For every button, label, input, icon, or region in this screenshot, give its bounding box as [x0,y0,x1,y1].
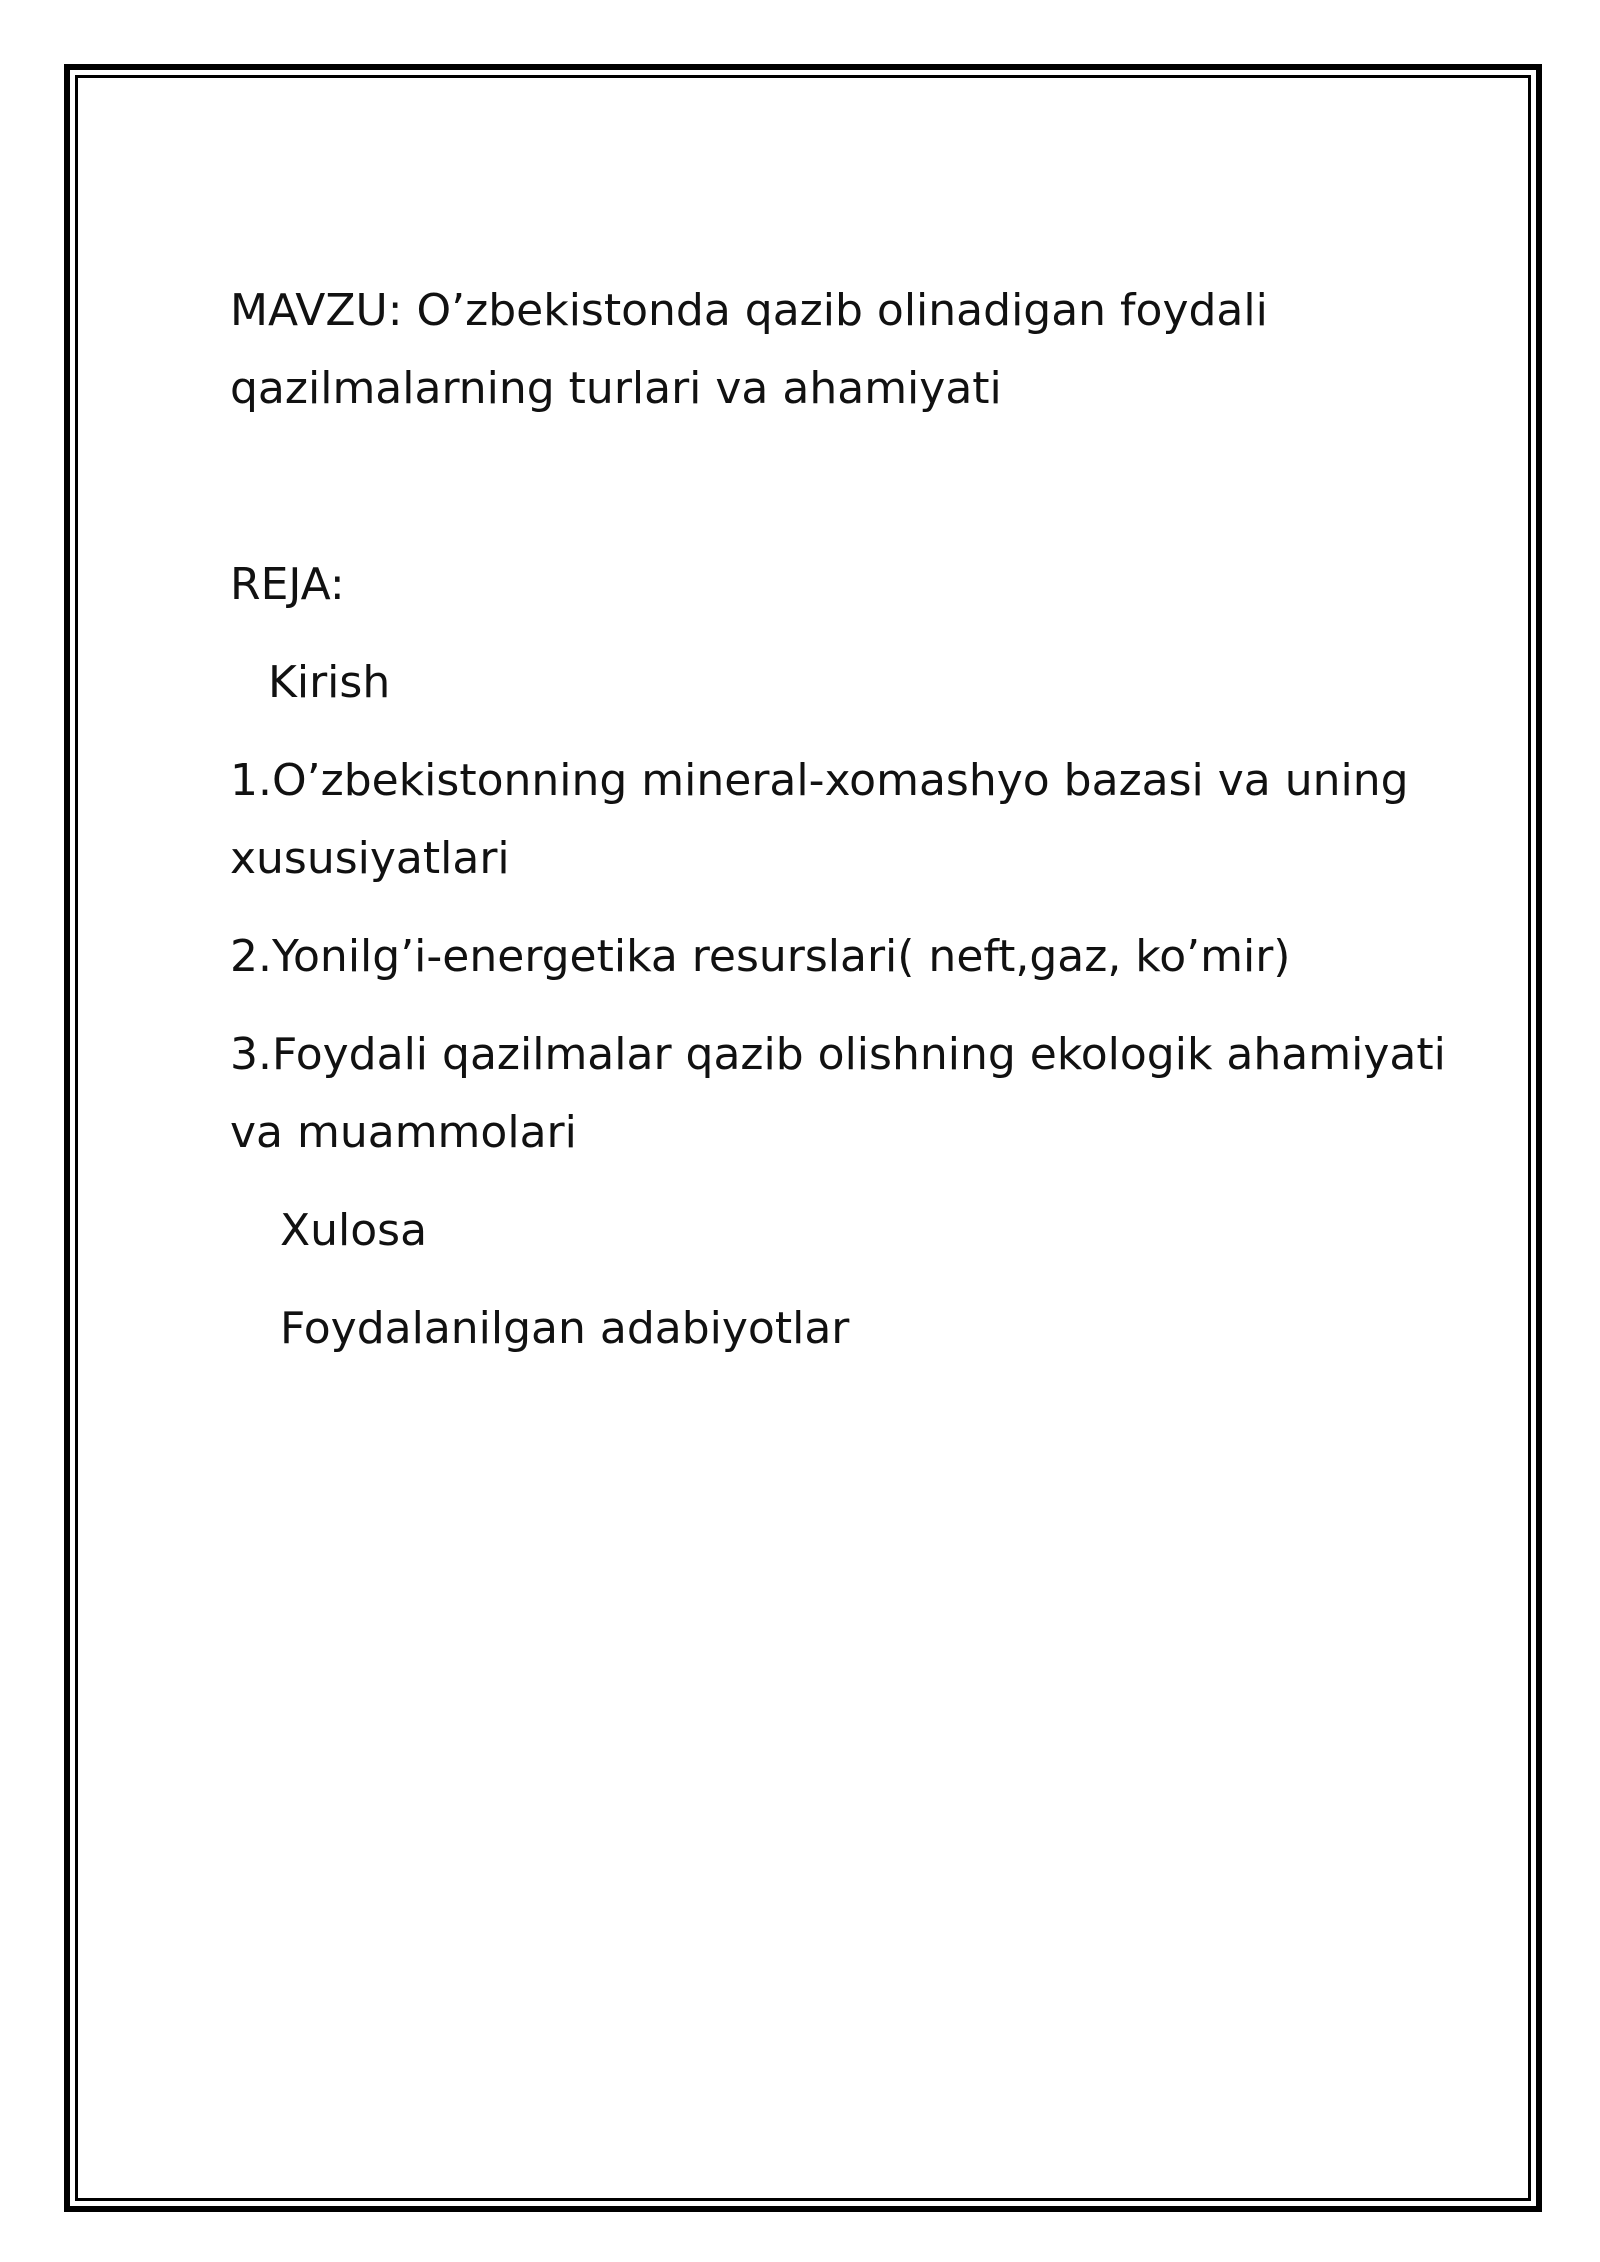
plan-item [230,742,1500,898]
plan-item-line: 2.Yonilg’i-energetika resurslari( neft,gaz, ko’mir) [230,931,1291,982]
topic-title [230,272,1500,428]
topic-line: qazilmalarning turlari va ahamiyati [230,363,1002,414]
plan-item-line: va muammolari [230,1107,577,1158]
plan-item-conclusion: Xulosa [280,1205,428,1256]
plan-item [230,918,1500,996]
plan-item [230,1016,1500,1172]
plan-item-intro: Kirish [268,657,391,708]
plan-item-line: 1.O’zbekistonning mineral-xomashyo bazasi va uning [230,755,1409,806]
plan-heading: REJA: [230,559,345,610]
plan-item-references: Foydalanilgan adabiyotlar [280,1303,850,1354]
document-content [230,272,1500,1388]
plan-item-line: xususiyatlari [230,833,510,884]
topic-line: MAVZU: O’zbekistonda qazib olinadigan foydali [230,285,1268,336]
plan-item-line: 3.Foydali qazilmalar qazib olishning ekologik ahamiyati [230,1029,1446,1080]
